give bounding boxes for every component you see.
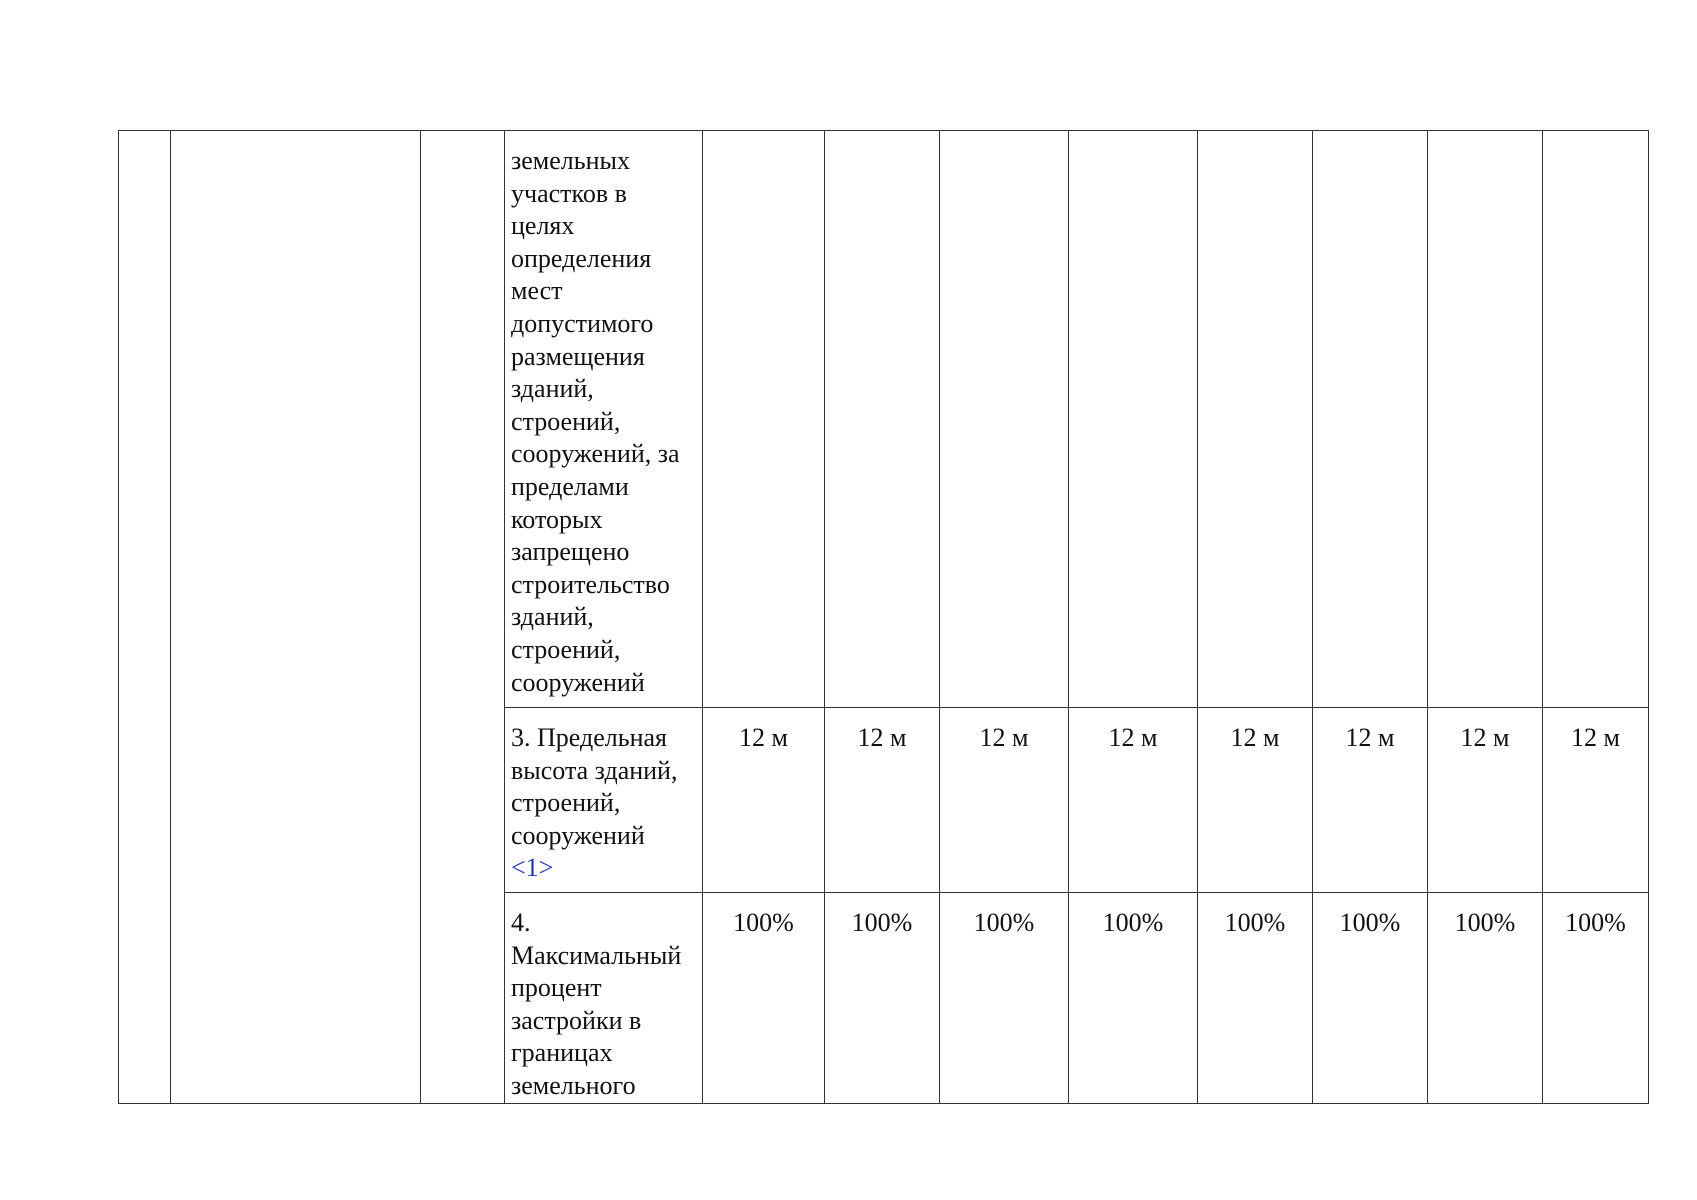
value-cell: 100% xyxy=(940,893,1069,1104)
value-cell: 100% xyxy=(825,893,940,1104)
value-cell: 100% xyxy=(1313,893,1428,1104)
number-cell xyxy=(119,131,171,1104)
parameter-text: 4. Максимальный процент застройки в границах земельного xyxy=(511,908,682,1100)
value-cell: 12 м xyxy=(1198,708,1313,893)
value-cell xyxy=(1543,131,1649,708)
value-cell: 12 м xyxy=(703,708,825,893)
value-cell: 100% xyxy=(1428,893,1543,1104)
value-cell: 100% xyxy=(703,893,825,1104)
value-cell: 100% xyxy=(1543,893,1649,1104)
parameter-cell xyxy=(505,893,703,1104)
value-cell xyxy=(940,131,1069,708)
value-cell: 12 м xyxy=(940,708,1069,893)
zone-name-cell xyxy=(171,131,421,1104)
parameter-text: 3. Предельная высота зданий, строений, сооружений xyxy=(511,723,678,850)
regulations-table xyxy=(118,130,1649,1104)
value-cell xyxy=(1428,131,1543,708)
value-cell: 12 м xyxy=(1543,708,1649,893)
code-cell xyxy=(421,131,505,1104)
value-cell: 12 м xyxy=(825,708,940,893)
parameter-text: земельных участков в целях определения мест допустимого размещения зданий, строений, сооружений, за пределами которых запрещено строительство зданий, строений, сооружений xyxy=(511,146,680,697)
table-row xyxy=(119,131,1649,708)
value-cell xyxy=(1313,131,1428,708)
value-cell xyxy=(703,131,825,708)
value-cell xyxy=(1198,131,1313,708)
footnote-link[interactable]: <1> xyxy=(511,853,554,883)
value-cell: 100% xyxy=(1198,893,1313,1104)
value-cell xyxy=(1069,131,1198,708)
parameter-cell xyxy=(505,131,703,708)
parameter-cell xyxy=(505,708,703,893)
value-cell: 12 м xyxy=(1069,708,1198,893)
value-cell xyxy=(825,131,940,708)
value-cell: 12 м xyxy=(1428,708,1543,893)
value-cell: 12 м xyxy=(1313,708,1428,893)
value-cell: 100% xyxy=(1069,893,1198,1104)
